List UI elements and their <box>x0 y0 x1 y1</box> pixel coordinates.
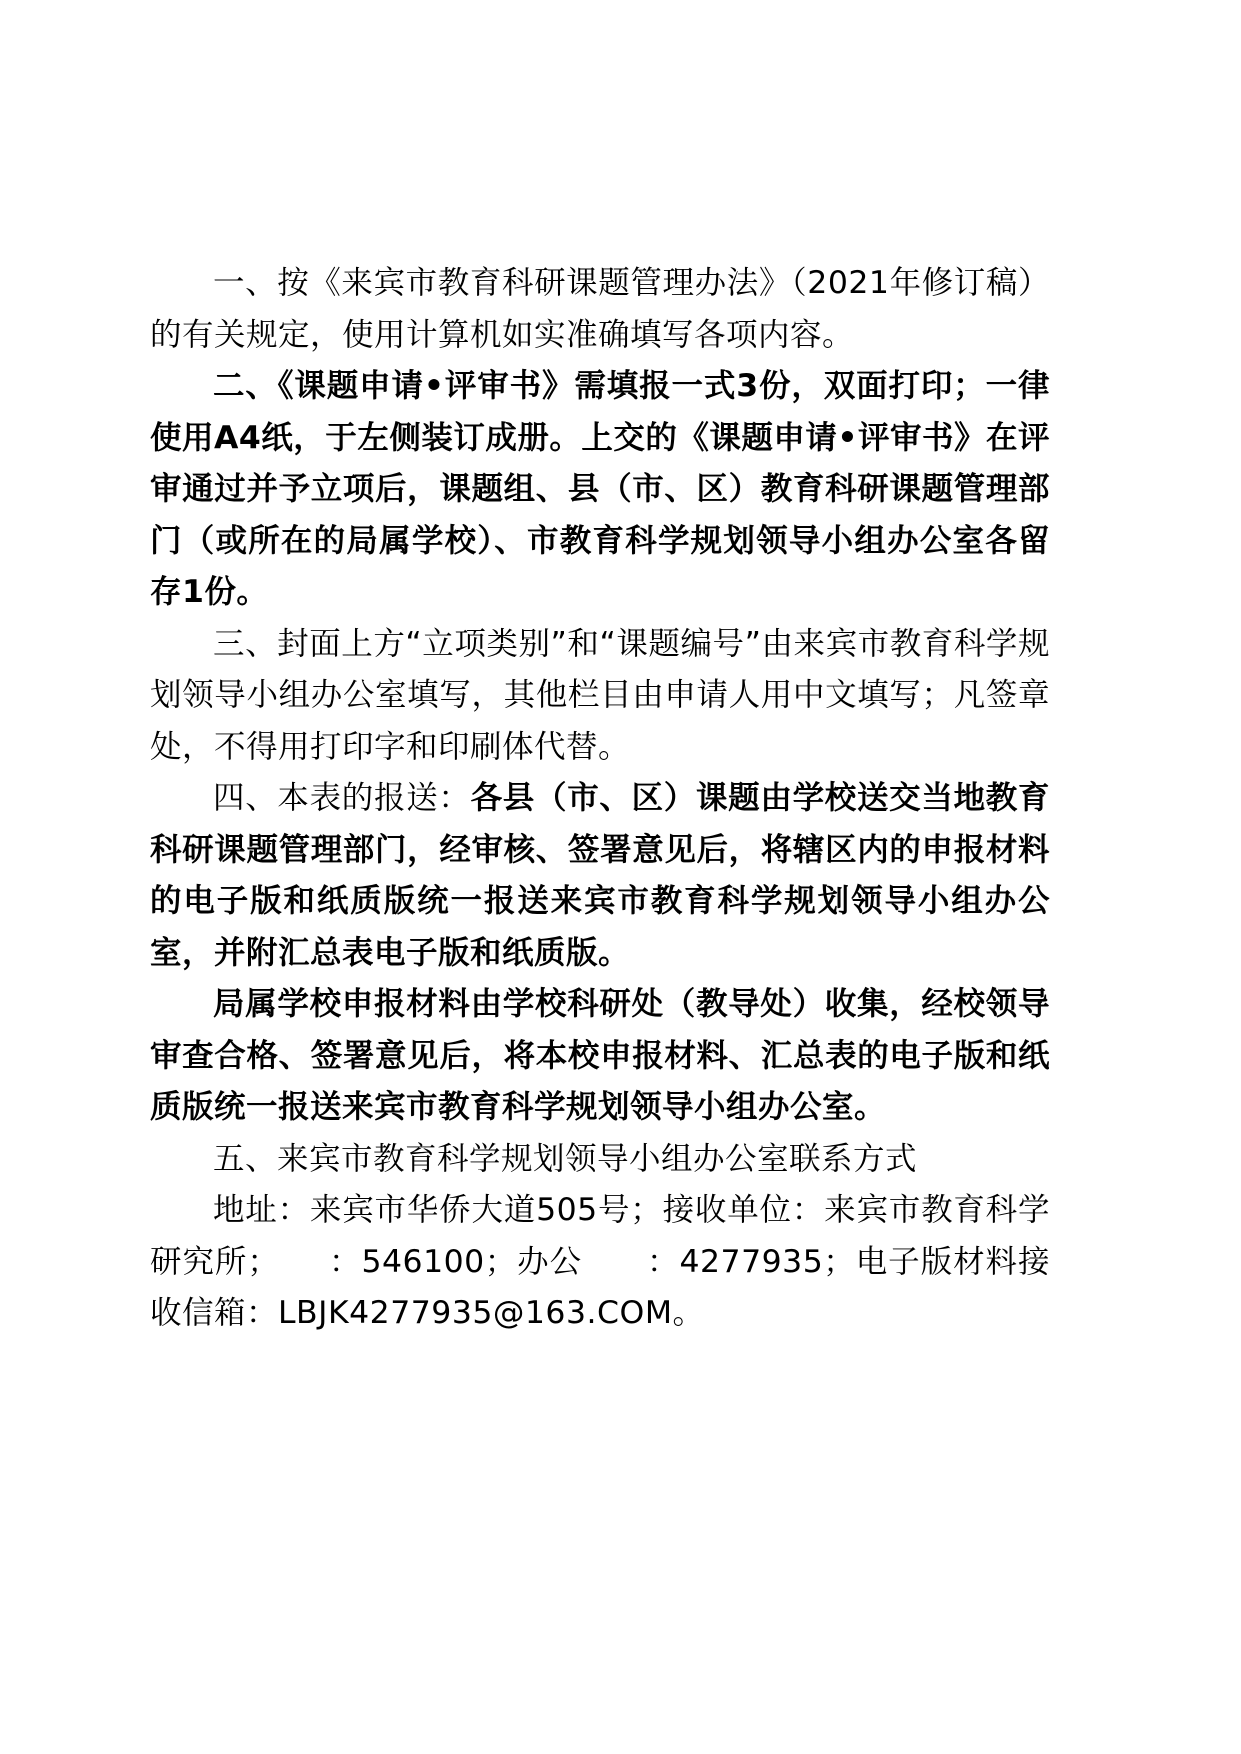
instruction-item-3: 三、封面上方“立项类别”和“课题编号”由来宾市教育科学规划领导小组办公室填写，其他栏目由申请人用中文填写；凡签章处，不得用打印字和印刷体代替。 <box>150 625 1050 765</box>
instruction-item-2: 二、《课题申请•评审书》需填报一式3份，双面打印；一律使用A4纸，于左侧装订成册。上交的《课题申请•评审书》在评审通过并予立项后，课题组、县（市、区）教育科研课题管理部门（或所在的局属学校）、市教育科学规划领导小组办公室各留存1份。 <box>150 368 1050 610</box>
instructions-page <box>150 258 1050 1340</box>
instruction-item-1: 一、按《来宾市教育科研课题管理办法》（2021年修订稿）的有关规定，使用计算机如实准确填写各项内容。 <box>150 265 1050 353</box>
instruction-item-4-school: 局属学校申报材料由学校科研处（教导处）收集，经校领导审查合格、签署意见后，将本校申报材料、汇总表的电子版和纸质版统一报送来宾市教育科学规划领导小组办公室。 <box>150 986 1050 1125</box>
instruction-item-4 <box>150 773 1050 979</box>
instruction-item-4-county: 各县（市、区）课题由学校送交当地教育科研课题管理部门，经审核、签署意见后，将辖区内的申报材料的电子版和纸质版统一报送来宾市教育科学规划领导小组办公室，并附汇总表电子版和纸质版。 <box>150 780 1050 971</box>
instruction-item-4-prefix: 四、本表的报送： <box>213 780 471 816</box>
instruction-item-5: 五、来宾市教育科学规划领导小组办公室联系方式 <box>213 1140 918 1177</box>
contact-info: 地址：来宾市华侨大道505号；接收单位：来宾市教育科学研究所； ：546100；办公 ：4277935；电子版材料接收信箱：LBJK4277935@163.COM。 <box>150 1192 1050 1331</box>
